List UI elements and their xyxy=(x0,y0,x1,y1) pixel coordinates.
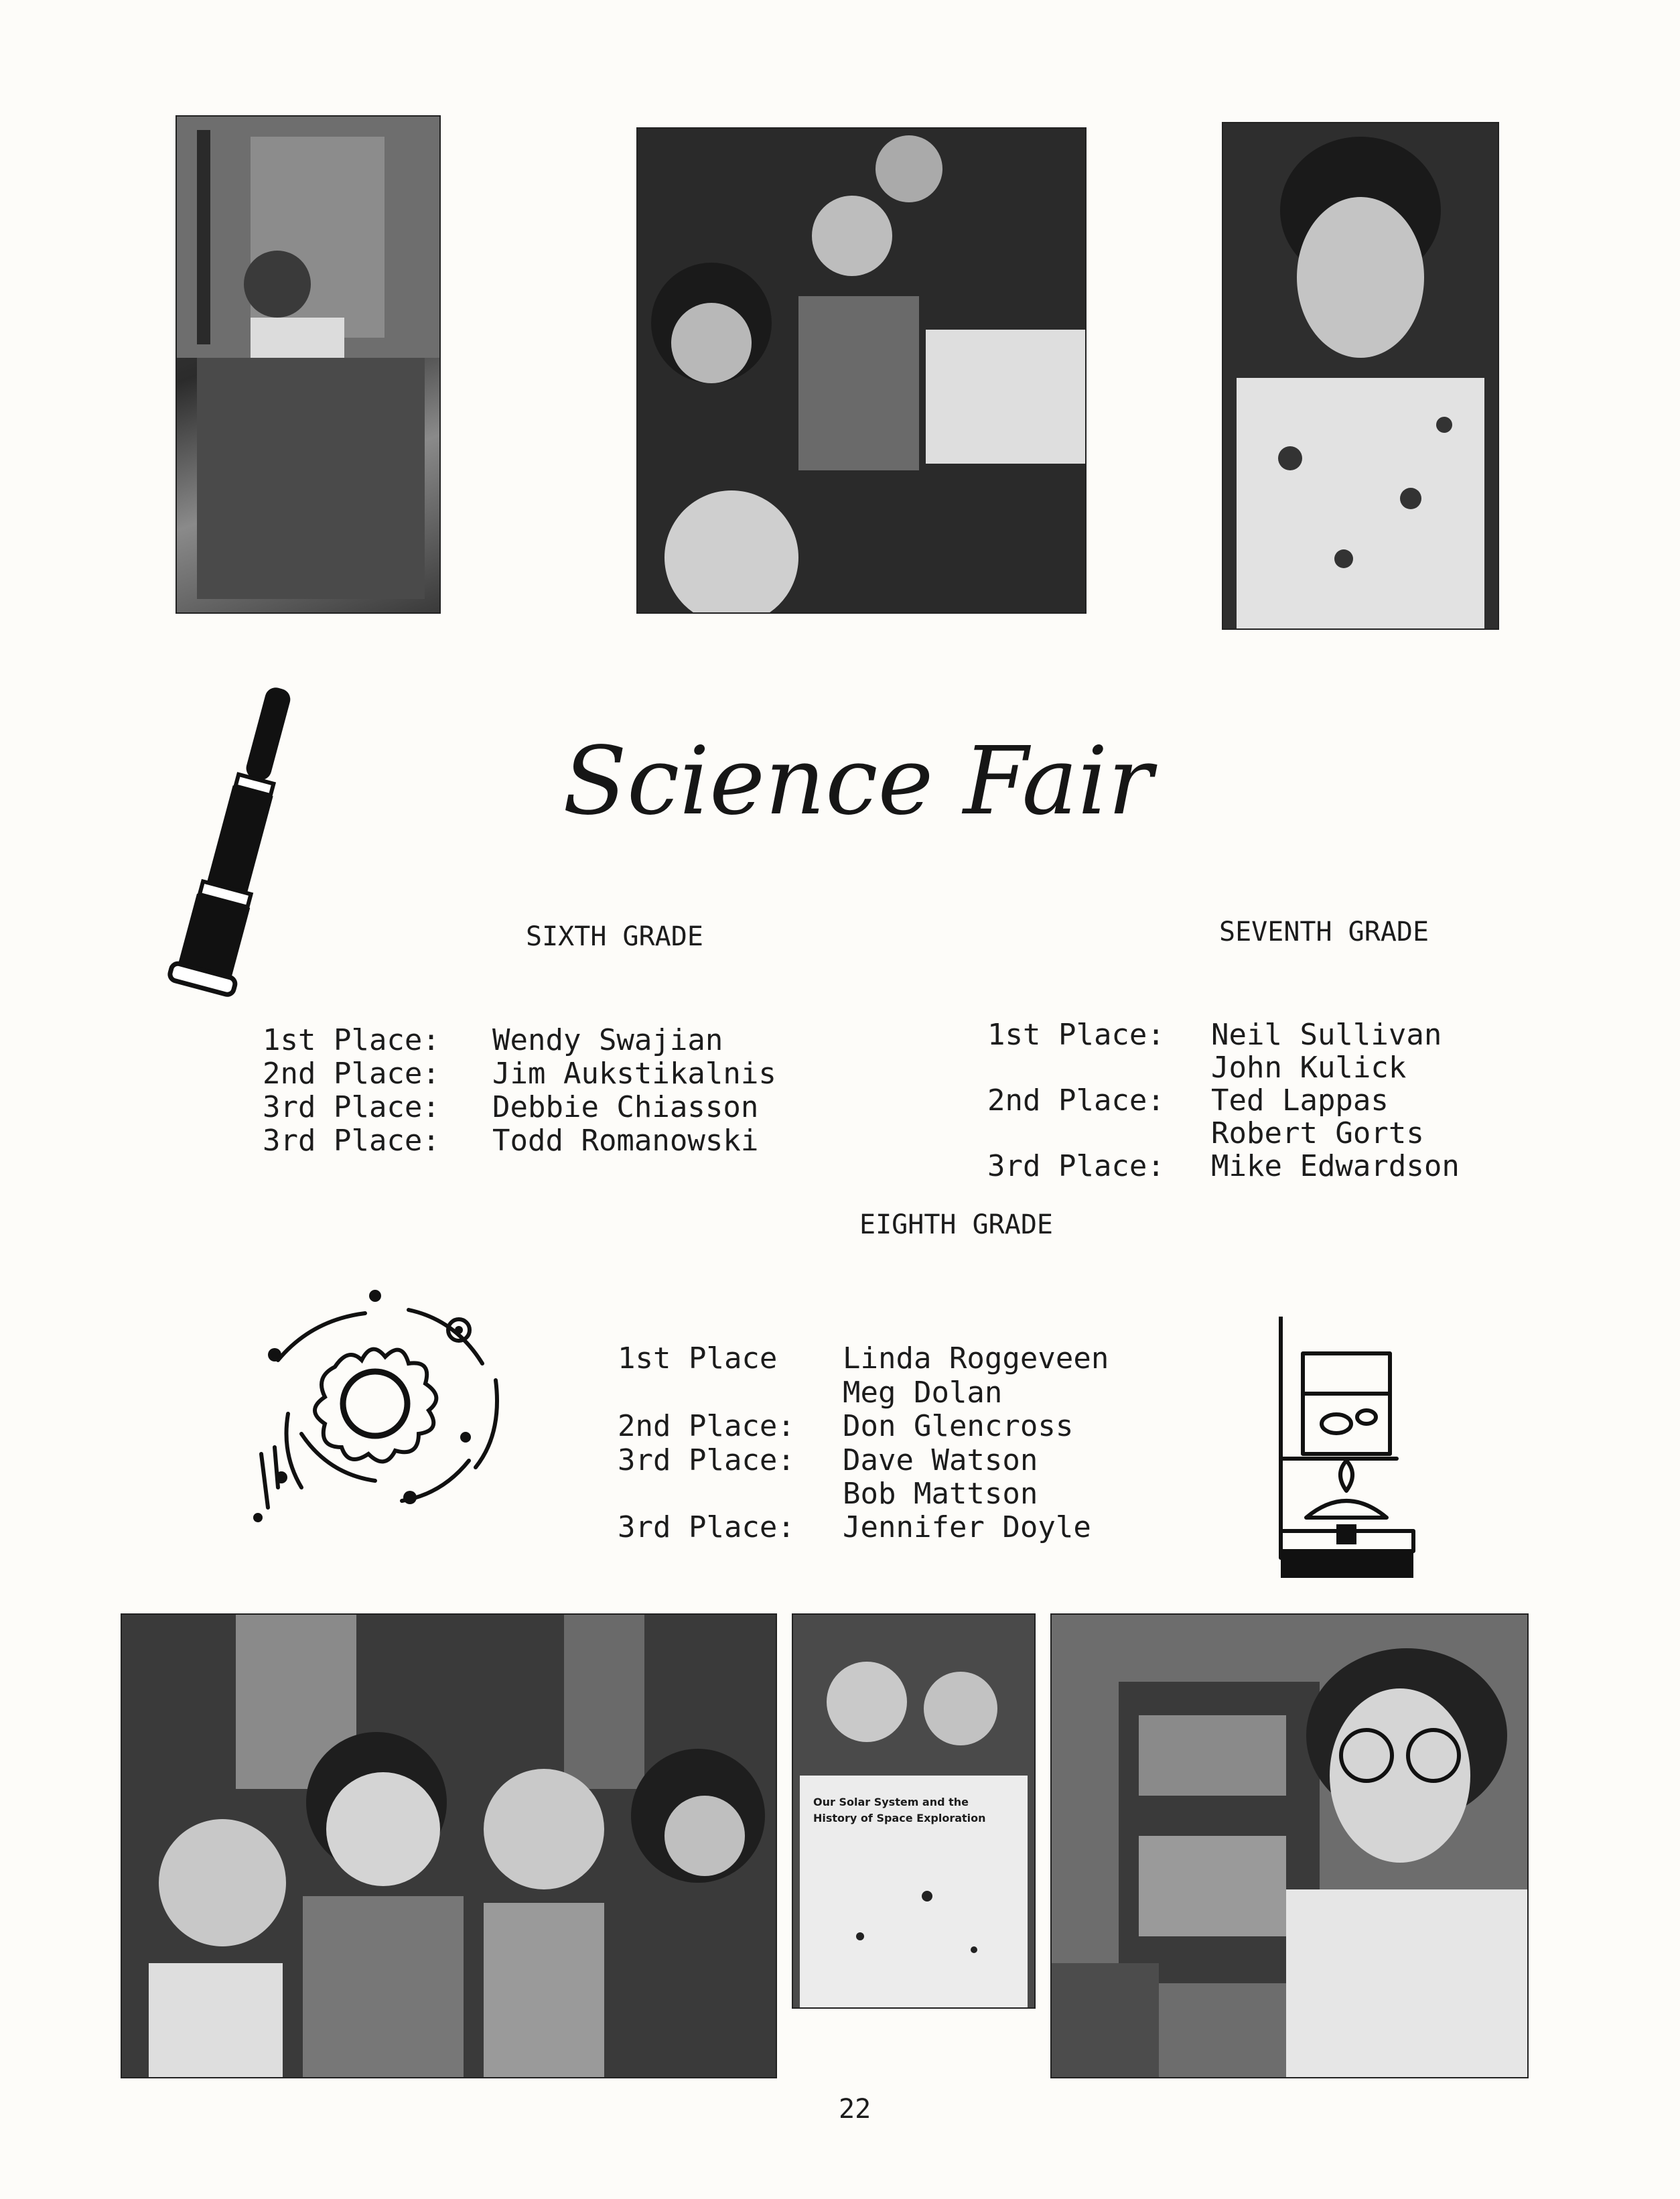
eighth-name-1: Linda Roggeveen xyxy=(843,1341,1109,1376)
eighth-grade-heading: EIGHTH GRADE xyxy=(859,1209,1053,1240)
eighth-name-5: Bob Mattson xyxy=(843,1477,1038,1511)
poster-text-line-1: Our Solar System and the xyxy=(813,1796,969,1808)
page-number: 22 xyxy=(839,2094,871,2125)
eighth-name-3: Don Glencross xyxy=(843,1409,1074,1443)
seventh-place-2: 2nd Place: xyxy=(987,1083,1165,1118)
sixth-name-1: Wendy Swajian xyxy=(492,1023,723,1057)
seventh-place-1: 1st Place: xyxy=(987,1018,1165,1052)
sixth-place-2: 2nd Place: xyxy=(263,1057,440,1091)
photo-girl-with-glasses xyxy=(1050,1613,1529,2078)
seventh-grade-heading: SEVENTH GRADE xyxy=(1219,917,1429,947)
sixth-place-1: 1st Place: xyxy=(263,1023,440,1057)
eighth-place-1: 1st Place xyxy=(618,1341,778,1376)
eighth-place-2: 2nd Place: xyxy=(618,1409,795,1443)
solar-system-icon xyxy=(241,1280,509,1528)
eighth-name-2: Meg Dolan xyxy=(843,1376,1003,1410)
photo-boy-with-poster xyxy=(176,115,441,614)
seventh-name-1: Neil Sullivan xyxy=(1211,1018,1442,1052)
sixth-grade-heading: SIXTH GRADE xyxy=(526,921,703,952)
beaker-burner-icon xyxy=(1273,1317,1427,1585)
eighth-place-3: 3rd Place: xyxy=(618,1443,795,1477)
poster-text-line-2: History of Space Exploration xyxy=(813,1812,986,1824)
seventh-name-3: Ted Lappas xyxy=(1211,1083,1389,1118)
sixth-name-2: Jim Aukstikalnis xyxy=(492,1057,776,1091)
sixth-place-4: 3rd Place: xyxy=(263,1124,440,1158)
seventh-name-5: Mike Edwardson xyxy=(1211,1149,1460,1183)
sixth-place-3: 3rd Place: xyxy=(263,1090,440,1124)
seventh-place-3: 3rd Place: xyxy=(987,1149,1165,1183)
page-title: Science Fair xyxy=(563,727,1153,836)
photo-four-students xyxy=(121,1613,777,2078)
photo-solar-system-poster xyxy=(792,1613,1036,2009)
sixth-name-3: Debbie Chiasson xyxy=(492,1090,759,1124)
eighth-place-4: 3rd Place: xyxy=(618,1510,795,1544)
eighth-name-4: Dave Watson xyxy=(843,1443,1038,1477)
photo-boy-floral-shirt xyxy=(1222,122,1499,630)
eighth-name-6: Jennifer Doyle xyxy=(843,1510,1091,1544)
seventh-name-4: Robert Gorts xyxy=(1211,1116,1424,1150)
photo-group-students xyxy=(636,127,1087,614)
seventh-name-2: John Kulick xyxy=(1211,1051,1407,1085)
sixth-name-4: Todd Romanowski xyxy=(492,1124,759,1158)
telescope-icon xyxy=(161,670,322,1005)
